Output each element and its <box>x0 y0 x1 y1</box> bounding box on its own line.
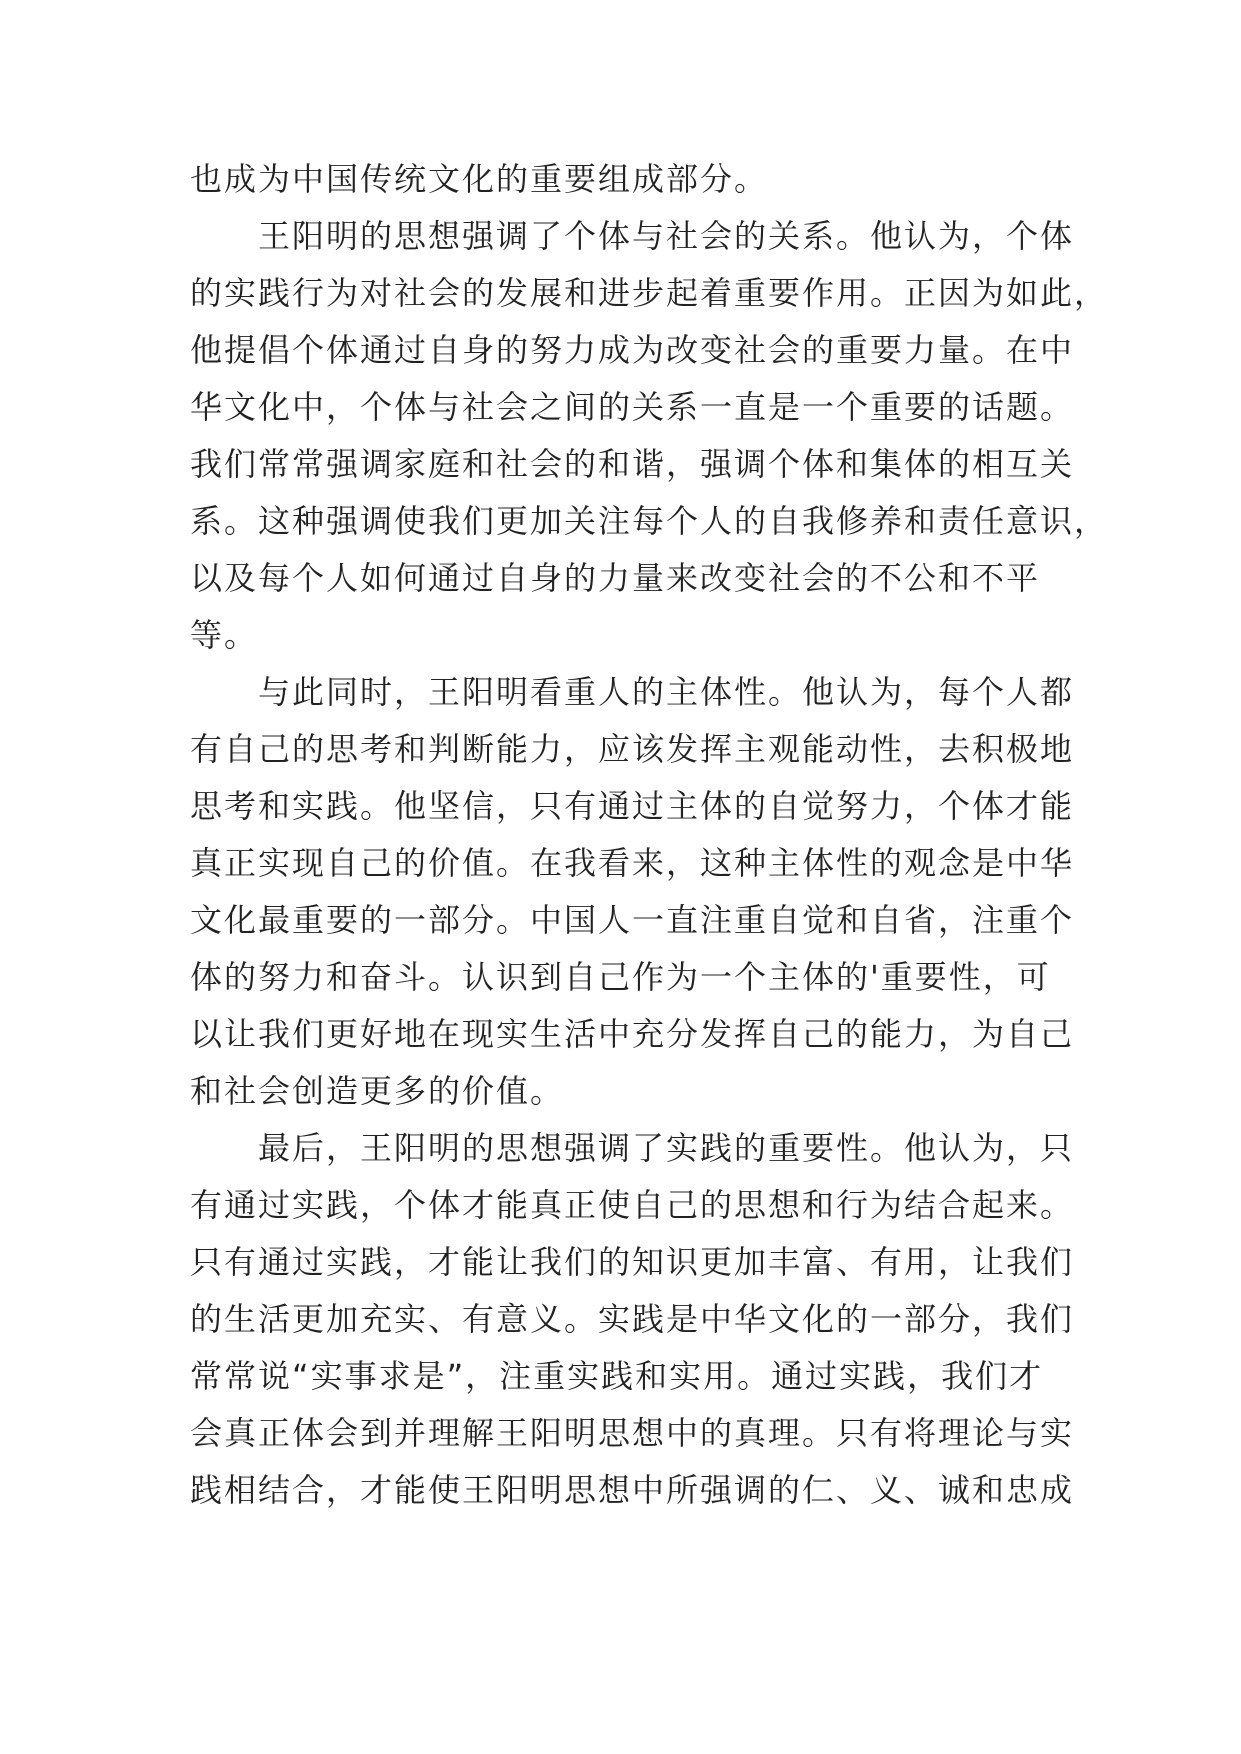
text-line: 的实践行为对社会的发展和进步起着重要作用。正因为如此， <box>190 274 1109 312</box>
text-line: 他提倡个体通过自身的努力成为改变社会的重要力量。在中 <box>190 331 1075 369</box>
text-line: 常常说“实事求是”，注重实践和实用。通过实践，我们才 <box>190 1357 1044 1395</box>
text-line: 以让我们更好地在现实生活中充分发挥自己的能力，为自己 <box>190 1015 1075 1053</box>
text-line: 有通过实践，个体才能真正使自己的思想和行为结合起来。 <box>190 1186 1075 1224</box>
text-line: 只有通过实践，才能让我们的知识更加丰富、有用，让我们 <box>190 1243 1075 1281</box>
text-line: 最后，王阳明的思想强调了实践的重要性。他认为，只 <box>258 1129 1075 1167</box>
text-line: 真正实现自己的价值。在我看来，这种主体性的观念是中华 <box>190 844 1075 882</box>
text-line: 也成为中国传统文化的重要组成部分。 <box>190 160 769 198</box>
text-line: 王阳明的思想强调了个体与社会的关系。他认为，个体 <box>258 217 1075 255</box>
text-line: 等。 <box>190 616 259 654</box>
text-line: 华文化中，个体与社会之间的关系一直是一个重要的话题。 <box>190 388 1075 426</box>
text-line: 的生活更加充实、有意义。实践是中华文化的一部分，我们 <box>190 1300 1075 1338</box>
text-line: 践相结合，才能使王阳明思想中所强调的仁、义、诚和忠成 <box>190 1471 1075 1509</box>
text-line: 思考和实践。他坚信，只有通过主体的自觉努力，个体才能 <box>190 787 1075 825</box>
text-line: 以及每个人如何通过自身的力量来改变社会的不公和不平 <box>190 559 1041 597</box>
text-line: 我们常常强调家庭和社会的和谐，强调个体和集体的相互关 <box>190 445 1075 483</box>
text-line: 文化最重要的一部分。中国人一直注重自觉和自省，注重个 <box>190 901 1075 939</box>
text-line: 与此同时，王阳明看重人的主体性。他认为，每个人都 <box>258 673 1075 711</box>
text-line: 和社会创造更多的价值。 <box>190 1072 565 1110</box>
text-line: 体的努力和奋斗。认识到自己作为一个主体的'重要性，可 <box>190 958 1051 996</box>
text-line: 有自己的思考和判断能力，应该发挥主观能动性，去积极地 <box>190 730 1075 768</box>
text-line: 系。这种强调使我们更加关注每个人的自我修养和责任意识， <box>190 502 1109 540</box>
text-line: 会真正体会到并理解王阳明思想中的真理。只有将理论与实 <box>190 1414 1075 1452</box>
